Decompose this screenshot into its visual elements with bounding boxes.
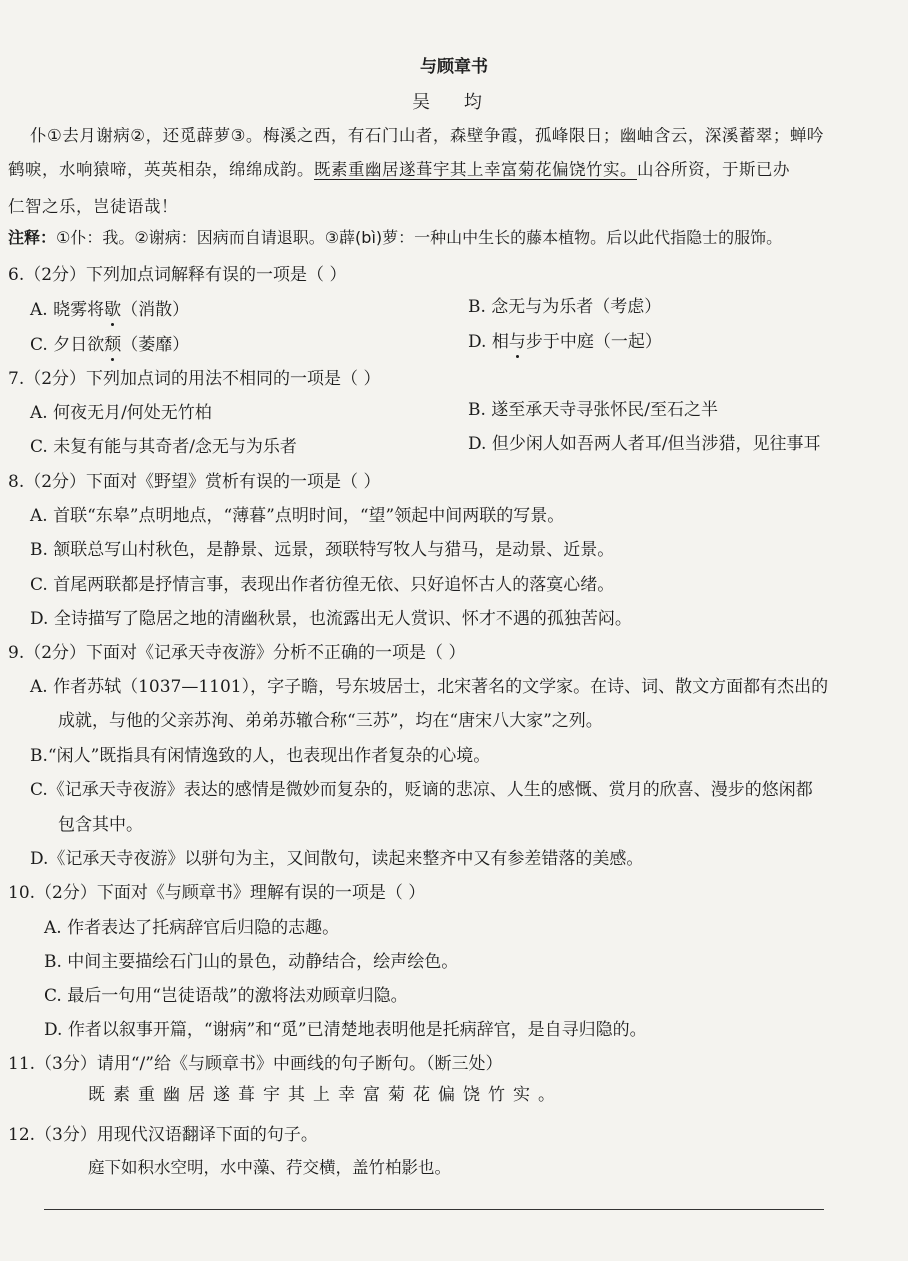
q10-option-d[interactable]: D. 作者以叙事开篇，“谢病”和“觅”已清楚地表明他是托病辞官，是自寻归隐的。 xyxy=(44,1020,647,1040)
q9-option-c-cont: 包含其中。 xyxy=(58,815,143,835)
q10-option-a[interactable]: A. 作者表达了托病辞官后归隐的志趣。 xyxy=(44,918,340,938)
q8-option-d[interactable]: D. 全诗描写了隐居之地的清幽秋景，也流露出无人赏识、怀才不遇的孤独苦闷。 xyxy=(30,609,632,629)
q9-option-c[interactable]: C.《记承天寺夜游》表达的感情是微妙而复杂的，贬谪的悲凉、人生的感慨、赏月的欣喜、漫步的悠闲都 xyxy=(30,780,813,800)
q8-option-c[interactable]: C. 首尾两联都是抒情言事，表现出作者彷徨无依、只好追怀古人的落寞心绪。 xyxy=(30,575,615,595)
notes-label: 注释： xyxy=(8,228,57,247)
q12-sentence: 庭下如积水空明，水中藻、荇交横，盖竹柏影也。 xyxy=(88,1158,451,1177)
q12-stem: 12.（3分）用现代汉语翻译下面的句子。 xyxy=(8,1125,318,1145)
notes-text: ①仆：我。②谢病：因病而自请退职。③薜(bì)萝：一种山中生长的藤本植物。后以此代指隐士的服饰。 xyxy=(56,228,783,247)
q6-c-dotted: 颓 xyxy=(104,335,122,355)
q6-d-text: D. 相 xyxy=(468,332,509,352)
q9-stem: 9.（2分）下面对《记承天寺夜游》分析不正确的一项是（ ） xyxy=(8,643,466,663)
q8-option-a[interactable]: A. 首联“东皋”点明地点，“薄暮”点明时间，“望”领起中间两联的写景。 xyxy=(30,506,565,526)
underlined-sentence: 既素重幽居遂葺宇其上幸富菊花偏饶竹实。 xyxy=(314,160,637,179)
q9-option-b[interactable]: B.“闲人”既指具有闲情逸致的人，也表现出作者复杂的心境。 xyxy=(30,746,491,766)
q6-b-text: B. 念无与为乐者（考虑） xyxy=(468,297,662,317)
q6-a-gloss: （消散） xyxy=(121,300,190,320)
q6-d-gloss: 步于中庭（一起） xyxy=(525,332,662,352)
q7-option-c[interactable]: C. 未复有能与其奇者/念无与为乐者 xyxy=(30,437,297,457)
q7-option-b[interactable]: B. 遂至承天寺寻张怀民/至石之半 xyxy=(468,400,719,420)
q7-option-a[interactable]: A. 何夜无月/何处无竹柏 xyxy=(30,403,212,423)
q6-option-b[interactable] xyxy=(468,292,661,317)
passage-line-3: 仁智之乐，岂徒语哉！ xyxy=(8,197,178,216)
passage-line-2-post: 山谷所资，于斯已办 xyxy=(637,160,790,179)
notes xyxy=(8,225,782,248)
q10-option-c[interactable]: C. 最后一句用“岂徒语哉”的激将法劝顾章归隐。 xyxy=(44,986,408,1006)
q6-stem: 6.（2分）下列加点词解释有误的一项是（ ） xyxy=(8,265,347,285)
q7-stem: 7.（2分）下列加点词的用法不相同的一项是（ ） xyxy=(8,369,381,389)
q6-c-gloss: （萎靡） xyxy=(121,335,190,355)
q6-option-c[interactable] xyxy=(30,330,189,355)
q10-stem: 10.（2分）下面对《与顾章书》理解有误的一项是（ ） xyxy=(8,883,426,903)
q6-a-dotted: 歇 xyxy=(104,300,122,320)
q6-option-d[interactable] xyxy=(468,327,662,352)
q11-sentence[interactable]: 既素重幽居遂葺宇其上幸富菊花偏饶竹实。 xyxy=(88,1085,563,1105)
q6-a-text: A. 晓雾将 xyxy=(30,300,105,320)
q10-option-b[interactable]: B. 中间主要描绘石门山的景色，动静结合，绘声绘色。 xyxy=(44,952,459,972)
passage-line-2 xyxy=(8,156,790,180)
q6-option-a[interactable] xyxy=(30,295,189,320)
answer-line[interactable] xyxy=(44,1209,824,1210)
q11-stem: 11.（3分）请用“/”给《与顾章书》中画线的句子断句。（断三处） xyxy=(8,1054,503,1074)
q8-stem: 8.（2分）下面对《野望》赏析有误的一项是（ ） xyxy=(8,472,381,492)
q7-option-d[interactable]: D. 但少闲人如吾两人者耳/但当涉猎，见往事耳 xyxy=(468,434,821,454)
q8-option-b[interactable]: B. 颔联总写山村秋色，是静景、远景，颈联特写牧人与猎马，是动景、近景。 xyxy=(30,540,615,560)
passage-line-1: 仆①去月谢病②，还觅薜萝③。梅溪之西，有石门山者，森壁争霞，孤峰限日；幽岫含云，深溪蓄翠；蝉吟 xyxy=(30,126,824,145)
q9-option-a[interactable]: A. 作者苏轼（1037—1101），字子瞻，号东坡居士，北宋著名的文学家。在诗、词、散文方面都有杰出的 xyxy=(30,677,829,697)
q6-d-dotted: 与 xyxy=(508,332,526,352)
q9-option-d[interactable]: D.《记承天寺夜游》以骈句为主，又间散句，读起来整齐中又有参差错落的美感。 xyxy=(30,849,644,869)
q9-option-a-cont: 成就，与他的父亲苏洵、弟弟苏辙合称“三苏”，均在“唐宋八大家”之列。 xyxy=(58,711,603,731)
q6-c-text: C. 夕日欲 xyxy=(30,335,105,355)
passage-author: 吴 均 xyxy=(412,92,496,113)
passage-title: 与顾章书 xyxy=(420,57,488,77)
passage-line-2-pre: 鹤唳，水响猿啼，英英相杂，绵绵成韵。 xyxy=(8,160,314,179)
